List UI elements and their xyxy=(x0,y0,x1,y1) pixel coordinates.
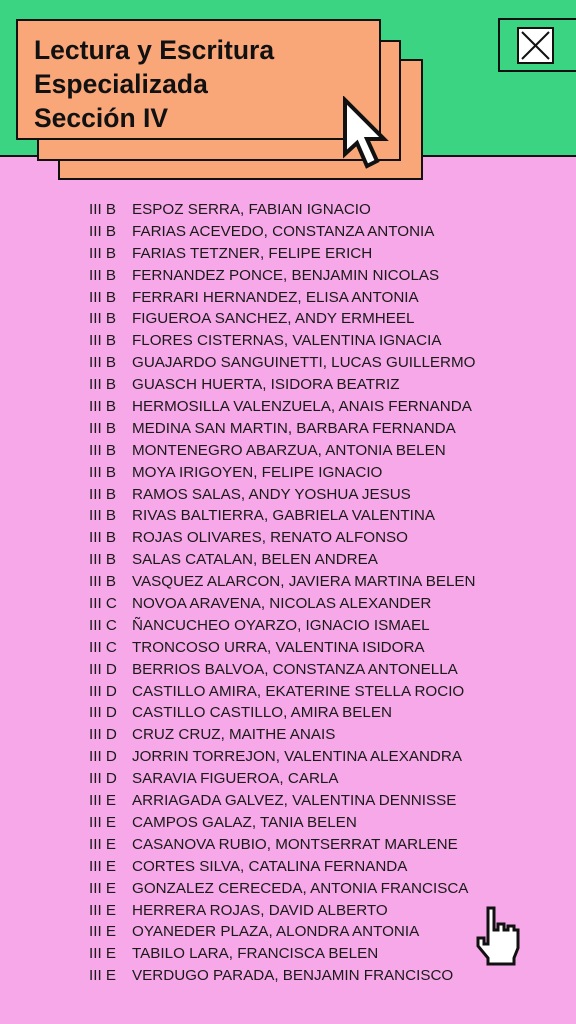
page-title-line-3: Sección IV xyxy=(34,103,169,133)
student-name: MONTENEGRO ABARZUA, ANTONIA BELEN xyxy=(132,441,446,459)
student-name: CASANOVA RUBIO, MONTSERRAT MARLENE xyxy=(132,835,458,853)
student-course: III B xyxy=(89,573,117,591)
student-row xyxy=(89,505,476,527)
student-course: III E xyxy=(89,923,117,941)
student-row xyxy=(89,243,476,265)
student-name: VASQUEZ ALARCON, JAVIERA MARTINA BELEN xyxy=(132,573,476,591)
student-course: III B xyxy=(89,376,117,394)
student-row xyxy=(89,637,476,659)
student-name: ROJAS OLIVARES, RENATO ALFONSO xyxy=(132,529,408,547)
close-x-icon xyxy=(519,29,552,62)
student-course: III D xyxy=(89,748,117,766)
student-course: III B xyxy=(89,354,117,372)
arrow-cursor-icon xyxy=(340,96,392,180)
student-course: III C xyxy=(89,616,117,634)
student-name: CORTES SILVA, CATALINA FERNANDA xyxy=(132,857,408,875)
student-course: III E xyxy=(89,813,117,831)
student-row xyxy=(89,440,476,462)
student-name: SARAVIA FIGUEROA, CARLA xyxy=(132,770,339,788)
student-name: ÑANCUCHEO OYARZO, IGNACIO ISMAEL xyxy=(132,616,430,634)
close-window-frame xyxy=(498,18,576,72)
student-name: TABILO LARA, FRANCISCA BELEN xyxy=(132,945,379,963)
hand-pointer-icon xyxy=(474,904,524,966)
student-row xyxy=(89,374,476,396)
student-name: OYANEDER PLAZA, ALONDRA ANTONIA xyxy=(132,923,420,941)
student-course: III B xyxy=(89,201,117,218)
student-row xyxy=(89,790,476,812)
student-name: FIGUEROA SANCHEZ, ANDY ERMHEEL xyxy=(132,310,415,328)
student-name: MEDINA SAN MARTIN, BARBARA FERNANDA xyxy=(132,419,456,437)
student-name: CASTILLO AMIRA, EKATERINE STELLA ROCIO xyxy=(132,682,465,700)
student-row xyxy=(89,308,476,330)
student-course: III B xyxy=(89,266,117,284)
student-course: III B xyxy=(89,398,117,416)
student-course: III E xyxy=(89,792,117,810)
student-course: III B xyxy=(89,244,117,262)
student-row xyxy=(89,943,476,965)
student-course: III E xyxy=(89,835,117,853)
student-course: III B xyxy=(89,419,117,437)
student-course: III E xyxy=(89,879,117,897)
student-row xyxy=(89,265,476,287)
student-list xyxy=(89,199,476,987)
student-name: HERMOSILLA VALENZUELA, ANAIS FERNANDA xyxy=(132,398,472,416)
close-button[interactable] xyxy=(517,27,554,64)
student-name: RIVAS BALTIERRA, GABRIELA VALENTINA xyxy=(132,507,435,525)
student-name: FARIAS TETZNER, FELIPE ERICH xyxy=(132,244,373,262)
student-name: CASTILLO CASTILLO, AMIRA BELEN xyxy=(132,704,392,722)
student-course: III B xyxy=(89,529,117,547)
student-course: III B xyxy=(89,463,117,481)
student-name: CRUZ CRUZ, MAITHE ANAIS xyxy=(132,726,336,744)
student-course: III D xyxy=(89,770,117,788)
student-name: HERRERA ROJAS, DAVID ALBERTO xyxy=(132,901,388,919)
student-row xyxy=(89,484,476,506)
student-row xyxy=(89,571,476,593)
student-course: III B xyxy=(89,441,117,459)
student-course: III D xyxy=(89,704,117,722)
student-name: JORRIN TORREJON, VALENTINA ALEXANDRA xyxy=(132,748,462,766)
student-course: III D xyxy=(89,682,117,700)
student-row xyxy=(89,418,476,440)
student-name: FERNANDEZ PONCE, BENJAMIN NICOLAS xyxy=(132,266,440,284)
page-title-line-1: Lectura y Escritura xyxy=(34,35,275,65)
student-course: III C xyxy=(89,638,117,656)
student-course: III E xyxy=(89,945,117,963)
student-row xyxy=(89,878,476,900)
student-row xyxy=(89,659,476,681)
student-name: ESPOZ SERRA, FABIAN IGNACIO xyxy=(132,201,371,218)
student-name: FLORES CISTERNAS, VALENTINA IGNACIA xyxy=(132,332,442,350)
student-name: GONZALEZ CERECEDA, ANTONIA FRANCISCA xyxy=(132,879,469,897)
page-title-line-2: Especializada xyxy=(34,69,208,99)
student-name: GUAJARDO SANGUINETTI, LUCAS GUILLERMO xyxy=(132,354,476,372)
student-name: CAMPOS GALAZ, TANIA BELEN xyxy=(132,813,357,831)
student-course: III C xyxy=(89,595,117,613)
student-name: NOVOA ARAVENA, NICOLAS ALEXANDER xyxy=(132,595,432,613)
student-row xyxy=(89,965,476,987)
student-row xyxy=(89,900,476,922)
student-name: ARRIAGADA GALVEZ, VALENTINA DENNISSE xyxy=(132,792,457,810)
student-course: III B xyxy=(89,222,117,240)
student-course: III B xyxy=(89,551,117,569)
student-row xyxy=(89,221,476,243)
student-row xyxy=(89,549,476,571)
student-row xyxy=(89,724,476,746)
student-course: III D xyxy=(89,660,117,678)
student-course: III E xyxy=(89,901,117,919)
student-course: III E xyxy=(89,857,117,875)
student-row xyxy=(89,527,476,549)
title-card xyxy=(16,19,381,140)
student-name: TRONCOSO URRA, VALENTINA ISIDORA xyxy=(132,638,425,656)
student-course: III B xyxy=(89,507,117,525)
student-name: GUASCH HUERTA, ISIDORA BEATRIZ xyxy=(132,376,400,394)
student-row xyxy=(89,768,476,790)
student-course: III B xyxy=(89,288,117,306)
student-row xyxy=(89,352,476,374)
student-row xyxy=(89,921,476,943)
student-row xyxy=(89,330,476,352)
student-row xyxy=(89,856,476,878)
student-row xyxy=(89,746,476,768)
student-name: FERRARI HERNANDEZ, ELISA ANTONIA xyxy=(132,288,419,306)
student-course: III B xyxy=(89,310,117,328)
student-course: III B xyxy=(89,485,117,503)
student-row xyxy=(89,615,476,637)
student-row xyxy=(89,702,476,724)
student-name: VERDUGO PARADA, BENJAMIN FRANCISCO xyxy=(132,967,454,985)
student-name: RAMOS SALAS, ANDY YOSHUA JESUS xyxy=(132,485,411,503)
student-name: FARIAS ACEVEDO, CONSTANZA ANTONIA xyxy=(132,222,435,240)
student-row xyxy=(89,593,476,615)
student-course: III D xyxy=(89,726,117,744)
student-row xyxy=(89,199,476,221)
student-row xyxy=(89,287,476,309)
student-name: SALAS CATALAN, BELEN ANDREA xyxy=(132,551,378,569)
student-row xyxy=(89,834,476,856)
student-row xyxy=(89,462,476,484)
student-course: III E xyxy=(89,967,117,985)
student-row xyxy=(89,812,476,834)
student-name: BERRIOS BALVOA, CONSTANZA ANTONELLA xyxy=(132,660,458,678)
student-row xyxy=(89,396,476,418)
student-name: MOYA IRIGOYEN, FELIPE IGNACIO xyxy=(132,463,383,481)
student-row xyxy=(89,681,476,703)
student-course: III B xyxy=(89,332,117,350)
